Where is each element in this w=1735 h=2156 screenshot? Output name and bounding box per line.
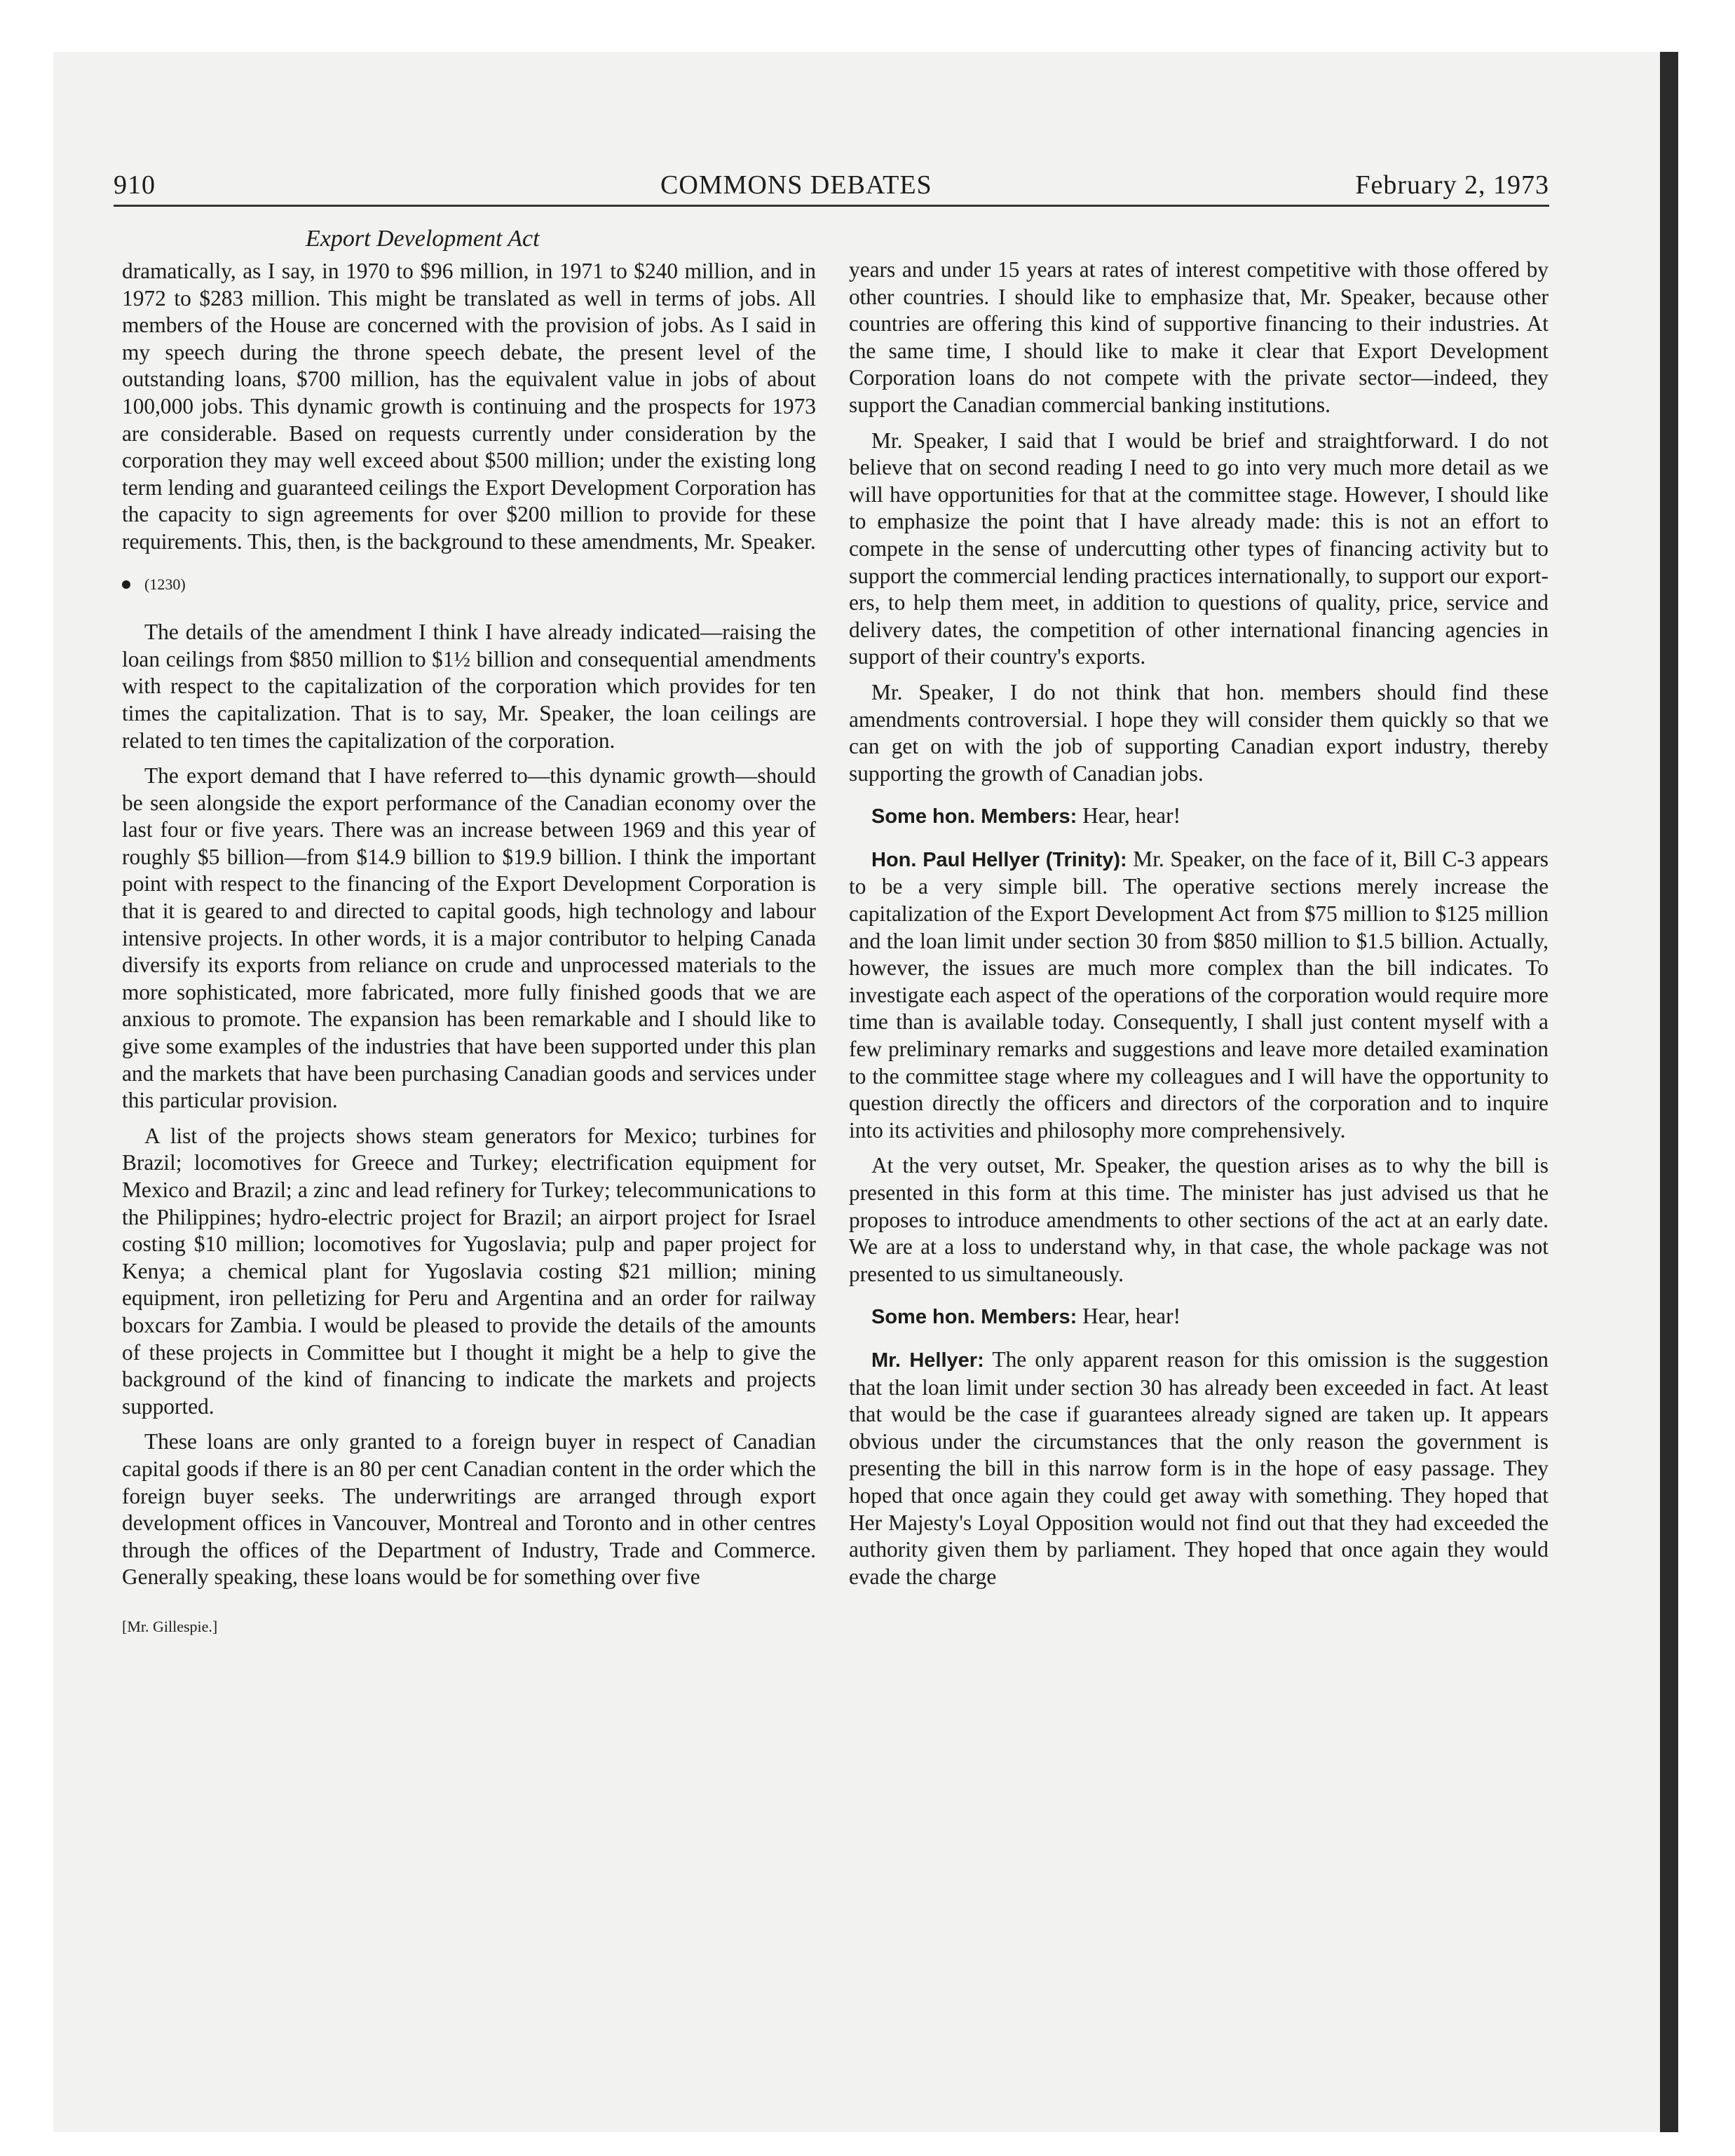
- speech: [849, 846, 1549, 1145]
- right-column: [849, 257, 1549, 1590]
- paragraph: The details of the amendment I think I have already indicated—raising the loan ceilings from $850 million to $1½ billion and consequential amendments with respect to the capitalization of the corporation which provides for ten times the capitalization. That is to say, Mr. Speaker, the loan ceilings are related to ten times the capitalization of the corporation.: [122, 620, 816, 753]
- paragraph: Mr. Speaker, I said that I would be brief and straightforward. I do not believe that on second reading I need to go into very much more detail as we will have opportunities for that at the committee stage. However, I should like to emphasize the point that I have already made: this is not an effort to compete in the sense of undercutting other types of financing activity but to support the commercial lending practices internationally, to support our exporters, to help them meet, in addition to questions of quality, price, service and delivery dates, the competition of other international financing agencies in support of their country's exports.: [849, 428, 1549, 669]
- page-header: [114, 165, 1549, 205]
- page-number: 910: [114, 170, 156, 200]
- interjection: [849, 803, 1549, 831]
- speech-text: Mr. Speaker, on the face of it, Bill C-3 appears to be a very simple bill. The operative sections merely increase the capitalization of the Export Development Act from $75 million to $125 million and the loan limit under section 30 from $850 million to $1.5 billion. Actually, however, the issues are much more complex than the bill indicates. To investigate each aspect of the operations of the corporation would require more time than is available today. Consequently, I shall just content myself with a few preliminary remarks and suggestions and leave more detailed examination to the committee stage where my colleagues and I will have the opportunity to question directly the officers and directors of the corporation and to inquire into its activities and philosophy more comprehensively.: [849, 846, 1549, 1142]
- header-rule: [114, 205, 1549, 207]
- speech: [849, 1346, 1549, 1590]
- paragraph: Mr. Speaker, I do not think that hon. members should find these amendments controversial. I hope they will consider them quickly so that we can get on with the job of supporting Canadian export industry, thereby supporting the growth of Canadian jobs.: [849, 679, 1549, 786]
- publication-date: February 2, 1973: [1355, 170, 1549, 200]
- section-title: Export Development Act: [306, 226, 540, 252]
- left-column: [122, 258, 816, 1641]
- time-marker-label: (1230): [144, 575, 186, 593]
- scan-edge-shadow: [1660, 52, 1678, 2132]
- speaker-footer: [Mr. Gillespie.]: [122, 1617, 218, 1635]
- speaker-name: Some hon. Members:: [871, 805, 1077, 828]
- speaker-name: Some hon. Members:: [871, 1306, 1077, 1329]
- speaker-name: Hon. Paul Hellyer (Trinity):: [871, 848, 1127, 871]
- time-marker: [122, 571, 816, 599]
- paragraph: The export demand that I have referred to—this dynamic growth—should be seen alongside the export performance of the Canadian economy over the last four or five years. There was an increase between 1969 and this year of roughly $5 billion—from $14.9 billion to $19.9 billion. I think the important point with respect to the financing of the Export Development Corporation is that it is geared to and directed to capital goods, high technology and labour intensive projects. In other words, it is a major contributor to helping Canada diversify its exports from reliance on crude and unprocessed materials to the more sophisticated, more fabricated, more fully finished goods that we are anxious to promote. The expansion has been remarkable and I should like to give some examples of the industries that have been supported under this plan and the markets that have been purchasing Canadian goods and services under this particular provision.: [122, 763, 816, 1113]
- interjection: [849, 1303, 1549, 1331]
- paragraph: dramatically, as I say, in 1970 to $96 million, in 1971 to $240 million, and in 1972 to $283 million. This might be translated as well in terms of jobs. All members of the House are concerned with the provision of jobs. As I said in my speech during the throne speech debate, the present level of the outstanding loans, $700 million, has the equivalent value in jobs of about 100,000 jobs. This dynamic growth is continuing and the prospects for 1973 are considerable. Based on requests currently under consideration by the corporation they may well exceed about $500 million; under the existing long term lending and guaranteed ceilings the Export Development Corporation has the capacity to sign agreements for over $200 million to provide for these requirements. This, then, is the background to these amendments, Mr. Speaker.: [122, 259, 816, 554]
- speech-text: The only apparent reason for this omission is the suggestion that the loan limit under section 30 has already been exceeded in fact. At least that would be the case if guarantees already signed are taken up. It appears obvious under the circumstances that the only reason the government is presenting the bill in this narrow form is in the hope of easy passage. They hoped that once again they could get away with something. They hoped that Her Majesty's Loyal Opposition would not find out that they had exceeded the authority given them by parliament. They hoped that once again they would evade the charge: [849, 1346, 1549, 1589]
- paragraph: A list of the projects shows steam generators for Mexico; turbines for Brazil; locomotives for Greece and Turkey; electrification equipment for Mexico and Brazil; a zinc and lead refinery for Turkey; telecommunications to the Philippines; hydro-electric project for Brazil; an airport project for Israel costing $10 million; locomotives for Yugoslavia; pulp and paper project for Kenya; a chemical plant for Yugoslavia costing $21 million; mining equipment, iron pelletizing for Peru and Argentina and an order for railway boxcars for Zambia. I would be pleased to provide the details of the amounts of these projects in Committee but I thought it might be a help to give the background of the kind of financing to indicate the markets and projects supported.: [122, 1123, 816, 1419]
- interjection-text: Hear, hear!: [1077, 803, 1181, 828]
- speaker-name: Mr. Hellyer:: [871, 1349, 984, 1372]
- bullet-icon: [122, 580, 130, 589]
- paragraph: years and under 15 years at rates of interest competitive with those offered by other countries. I should like to emphasize that, Mr. Speaker, because other countries are offering this kind of supportive financing to their industries. At the same time, I should like to make it clear that Export Development Corporation loans do not compete with the private sector—indeed, they support the Canadian commercial banking institutions.: [849, 257, 1549, 417]
- interjection-text: Hear, hear!: [1077, 1304, 1181, 1329]
- paragraph: These loans are only granted to a foreign buyer in respect of Canadian capital goods if there is an 80 per cent Canadian content in the order which the foreign buyer seeks. The underwritings are arranged through export development offices in Vancouver, Montreal and Toronto and in other centres through the offices of the Department of Industry, Trade and Commerce. Generally speaking, these loans would be for something over five: [122, 1429, 816, 1590]
- paragraph: At the very outset, Mr. Speaker, the question arises as to why the bill is presented in this form at this time. The minister has just advised us that he proposes to introduce amendments to other sections of the act at an early date. We are at a loss to understand why, in that case, the whole package was not presented to us simultaneously.: [849, 1153, 1549, 1286]
- publication-title: COMMONS DEBATES: [660, 170, 932, 200]
